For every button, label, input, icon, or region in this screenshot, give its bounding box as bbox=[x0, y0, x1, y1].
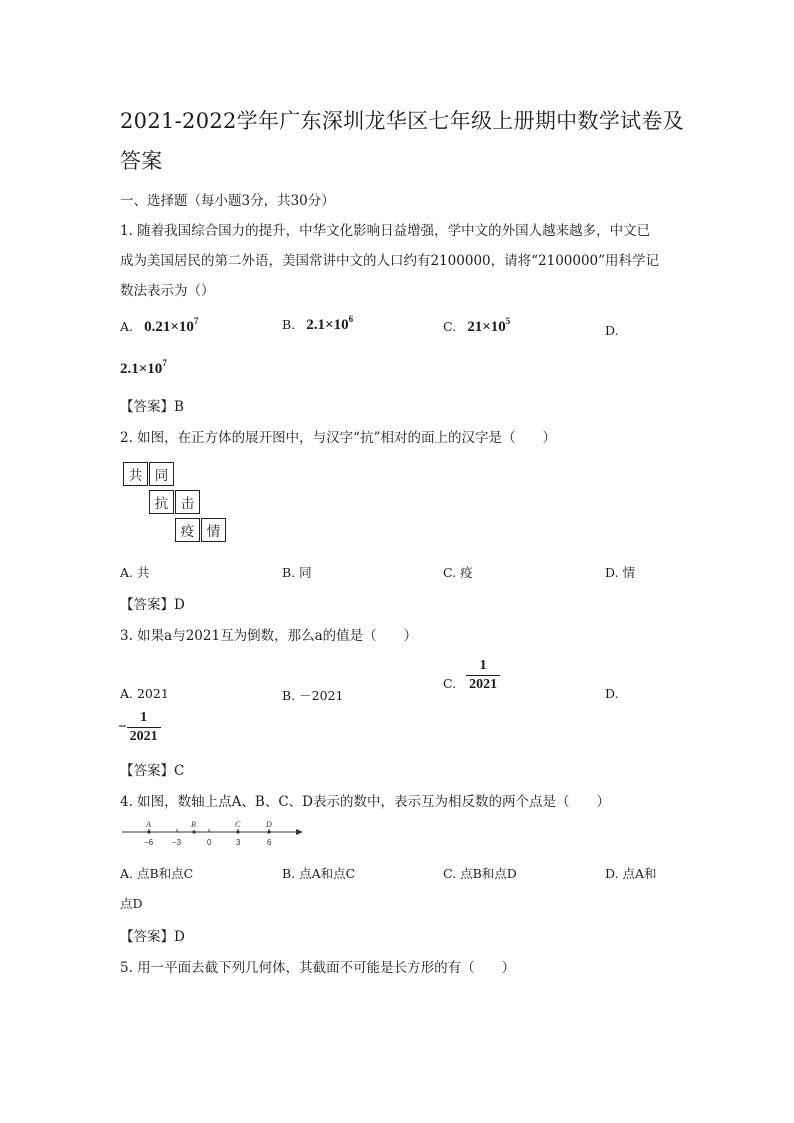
cube-net-figure bbox=[123, 462, 229, 542]
q3-option-d-value bbox=[118, 710, 161, 745]
q3-option-d-sign: − bbox=[118, 719, 127, 735]
page-title-line1: 2021-2022学年广东深圳龙华区七年级上册期中数学试卷及 bbox=[120, 109, 684, 133]
page-title-line2: 答案 bbox=[120, 149, 163, 173]
number-line-arrow bbox=[296, 829, 303, 835]
q1-option-c-exp: 5 bbox=[505, 316, 511, 326]
point-c-label: C bbox=[235, 820, 241, 829]
point-d-dot bbox=[267, 830, 270, 833]
q3-option-c-numerator: 1 bbox=[479, 658, 487, 673]
point-a-label: A bbox=[146, 820, 151, 829]
q2-option-c: C. 疫 bbox=[443, 565, 473, 580]
q3-option-c-fraction bbox=[466, 658, 500, 693]
q3-option-d-denominator: 2021 bbox=[127, 727, 161, 745]
q4-option-d-line2: 点D bbox=[120, 896, 143, 911]
q3-answer: 【答案】C bbox=[120, 763, 185, 779]
point-a-dot bbox=[147, 830, 150, 833]
q5-text: 5. 用一平面去截下列几何体，其截面不可能是长方形的有（ ） bbox=[120, 960, 516, 976]
q1-option-a bbox=[120, 316, 198, 336]
q4-option-c: C. 点B和点D bbox=[443, 866, 517, 881]
q1-option-d-value bbox=[120, 358, 167, 378]
q1-text-line3: 数法表示为（） bbox=[120, 283, 215, 299]
net-cell-2: 同 bbox=[149, 462, 174, 486]
q1-option-b-exp: 6 bbox=[348, 314, 354, 324]
q3-option-c-label: C. bbox=[443, 676, 457, 691]
point-d-label: D bbox=[266, 820, 272, 829]
q1-option-d-label: D. bbox=[605, 323, 619, 338]
tick-label-1: −6 bbox=[144, 838, 154, 847]
q4-option-a: A. 点B和点C bbox=[120, 866, 194, 881]
q4-text: 4. 如图，数轴上点A、B、C、D表示的数中，表示互为相反数的两个点是（ ） bbox=[120, 794, 610, 810]
q1-option-a-base: 0.21×10 bbox=[144, 319, 194, 335]
q2-answer: 【答案】D bbox=[120, 597, 185, 613]
net-cell-4: 击 bbox=[175, 490, 200, 514]
tick-label-2: −3 bbox=[172, 838, 182, 847]
q1-option-d-base: 2.1×10 bbox=[120, 361, 163, 377]
net-cell-5: 疫 bbox=[175, 518, 200, 542]
q1-option-b-base: 2.1×10 bbox=[306, 317, 349, 333]
net-cell-3: 抗 bbox=[149, 490, 174, 514]
net-cell-6: 情 bbox=[201, 518, 226, 542]
q1-option-c-label: C. bbox=[443, 319, 457, 334]
q2-text: 2. 如图，在正方体的展开图中，与汉字“抗”相对的面上的汉字是（ ） bbox=[120, 430, 556, 446]
point-c-dot bbox=[236, 830, 239, 833]
q1-text-line1: 1. 随着我国综合国力的提升，中华文化影响日益增强，学中文的外国人越来越多，中文已 bbox=[120, 223, 651, 239]
q1-option-c bbox=[443, 316, 510, 336]
q2-option-d: D. 情 bbox=[605, 565, 636, 580]
q3-option-d-numerator: 1 bbox=[140, 710, 148, 725]
tick-label-5: 6 bbox=[267, 838, 272, 847]
q2-option-b: B. 同 bbox=[282, 565, 312, 580]
net-cell-1: 共 bbox=[123, 462, 148, 486]
q3-option-d-label: D. bbox=[605, 686, 619, 701]
q3-option-a: A. 2021 bbox=[120, 686, 169, 701]
q1-option-c-base: 21×10 bbox=[467, 319, 506, 335]
tick-label-4: 3 bbox=[236, 838, 241, 847]
q1-option-a-value bbox=[144, 316, 199, 335]
q1-text-line2: 成为美国居民的第二外语，美国常讲中文的人口约有2100000，请将“2100000”用科学记 bbox=[120, 253, 660, 269]
number-line-figure bbox=[120, 818, 304, 850]
q2-option-a: A. 共 bbox=[120, 565, 150, 580]
q1-option-a-exp: 7 bbox=[193, 316, 199, 326]
q3-text: 3. 如果a与2021互为倒数，那么a的值是（ ） bbox=[120, 628, 418, 644]
q4-option-d-line1: D. 点A和 bbox=[605, 866, 657, 881]
tick-label-3: 0 bbox=[207, 838, 212, 847]
q4-option-b: B. 点A和点C bbox=[282, 866, 356, 881]
q3-option-c bbox=[443, 658, 500, 693]
q1-option-c-value bbox=[467, 316, 511, 335]
q1-option-b-value bbox=[306, 314, 354, 333]
point-b-dot bbox=[192, 830, 195, 833]
q1-option-b bbox=[282, 314, 353, 334]
q1-answer: 【答案】B bbox=[120, 399, 184, 415]
q1-option-a-label: A. bbox=[120, 319, 134, 334]
q3-option-c-denominator: 2021 bbox=[466, 675, 500, 693]
q3-option-b: B. －2021 bbox=[282, 688, 344, 703]
q4-answer: 【答案】D bbox=[120, 929, 185, 945]
section-heading: 一、选择题（每小题3分，共30分） bbox=[120, 193, 335, 209]
point-b-label: B bbox=[191, 820, 196, 829]
q3-option-d-fraction bbox=[127, 710, 161, 745]
q1-option-b-label: B. bbox=[282, 317, 296, 332]
q1-option-d-exp: 7 bbox=[162, 358, 167, 368]
